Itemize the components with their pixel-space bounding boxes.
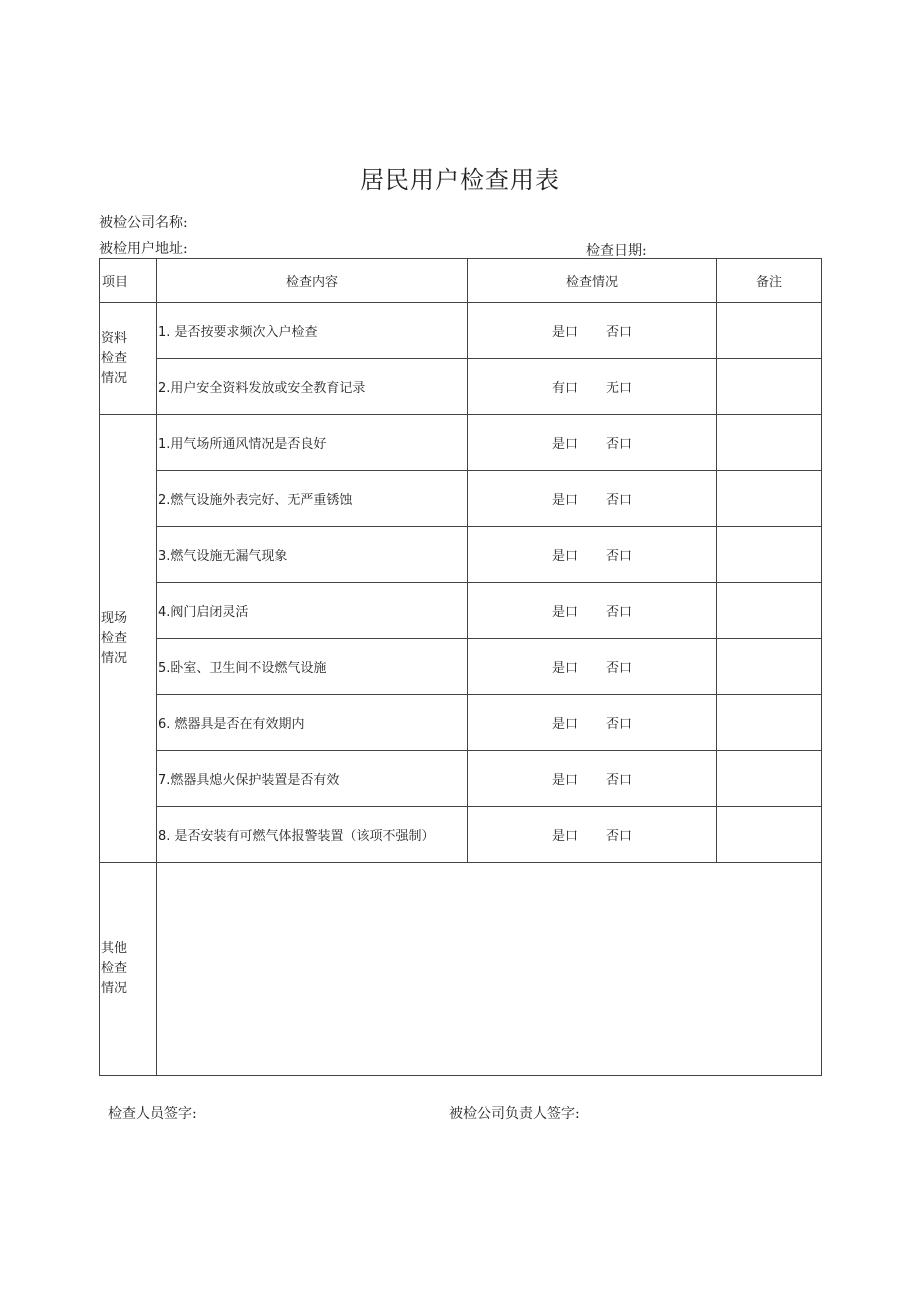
check-status (468, 695, 717, 751)
yes-checkbox[interactable]: 是口 (551, 717, 578, 732)
check-date-label: 检查日期: (586, 243, 647, 259)
check-status (468, 807, 717, 863)
table-row (100, 807, 822, 863)
check-status (468, 583, 717, 639)
table-row (100, 359, 822, 415)
remarks-cell[interactable] (717, 807, 822, 863)
yes-checkbox[interactable]: 是口 (551, 325, 578, 340)
check-item: 5.卧室、卫生间不设燃气设施 (157, 639, 468, 695)
yes-checkbox[interactable]: 是口 (551, 605, 578, 620)
yes-checkbox[interactable]: 是口 (551, 829, 578, 844)
table-row (100, 639, 822, 695)
check-item: 8. 是否安装有可燃气体报警装置（该项不强制） (157, 807, 468, 863)
no-checkbox[interactable]: 否口 (606, 829, 633, 844)
col-header-status: 检查情况 (468, 259, 717, 303)
check-status (468, 639, 717, 695)
no-checkbox[interactable]: 否口 (606, 549, 633, 564)
other-notes-cell[interactable] (157, 863, 822, 1076)
check-status (468, 751, 717, 807)
check-item: 3.燃气设施无漏气现象 (157, 527, 468, 583)
remarks-cell[interactable] (717, 751, 822, 807)
remarks-cell[interactable] (717, 303, 822, 359)
yes-checkbox[interactable]: 是口 (551, 437, 578, 452)
remarks-cell[interactable] (717, 695, 822, 751)
no-checkbox[interactable]: 无口 (606, 381, 633, 396)
check-status (468, 527, 717, 583)
check-status (468, 359, 717, 415)
check-status (468, 471, 717, 527)
table-header-row (100, 259, 822, 303)
inspection-table (99, 258, 822, 1076)
col-header-content: 检查内容 (157, 259, 468, 303)
yes-checkbox[interactable]: 是口 (551, 493, 578, 508)
no-checkbox[interactable]: 否口 (606, 325, 633, 340)
company-name-label: 被检公司名称: (99, 215, 188, 231)
table-row (100, 751, 822, 807)
no-checkbox[interactable]: 否口 (606, 717, 633, 732)
remarks-cell[interactable] (717, 471, 822, 527)
remarks-cell[interactable] (717, 639, 822, 695)
table-row (100, 527, 822, 583)
remarks-cell[interactable] (717, 583, 822, 639)
yes-checkbox[interactable]: 是口 (551, 773, 578, 788)
check-status (468, 303, 717, 359)
remarks-cell[interactable] (717, 415, 822, 471)
check-item: 6. 燃器具是否在有效期内 (157, 695, 468, 751)
check-item: 2.燃气设施外表完好、无严重锈蚀 (157, 471, 468, 527)
user-address-label: 被检用户地址: (99, 241, 188, 257)
check-status (468, 415, 717, 471)
category-other: 其他 检查 情况 (100, 863, 157, 1076)
no-checkbox[interactable]: 否口 (606, 773, 633, 788)
table-row (100, 303, 822, 359)
table-row (100, 583, 822, 639)
table-row-other (100, 863, 822, 1076)
no-checkbox[interactable]: 否口 (606, 493, 633, 508)
inspector-signature-label: 检查人员签字: (108, 1106, 197, 1122)
check-item: 4.阀门启闭灵活 (157, 583, 468, 639)
page-title: 居民用户检查用表 (360, 166, 560, 194)
table-row (100, 695, 822, 751)
no-checkbox[interactable]: 否口 (606, 437, 633, 452)
col-header-item: 项目 (100, 259, 157, 303)
check-item: 7.燃器具熄火保护装置是否有效 (157, 751, 468, 807)
company-head-signature-label: 被检公司负责人签字: (449, 1106, 580, 1122)
check-item: 2.用户安全资料发放或安全教育记录 (157, 359, 468, 415)
yes-checkbox[interactable]: 是口 (551, 549, 578, 564)
col-header-remarks: 备注 (717, 259, 822, 303)
yes-checkbox[interactable]: 是口 (551, 661, 578, 676)
no-checkbox[interactable]: 否口 (606, 605, 633, 620)
table-row (100, 471, 822, 527)
check-item: 1. 是否按要求频次入户检查 (157, 303, 468, 359)
table-row (100, 415, 822, 471)
category-docs: 资料 检查 情况 (100, 303, 157, 415)
check-item: 1.用气场所通风情况是否良好 (157, 415, 468, 471)
remarks-cell[interactable] (717, 527, 822, 583)
no-checkbox[interactable]: 否口 (606, 661, 633, 676)
yes-checkbox[interactable]: 有口 (551, 381, 578, 396)
remarks-cell[interactable] (717, 359, 822, 415)
category-onsite: 现场 检查 情况 (100, 415, 157, 863)
